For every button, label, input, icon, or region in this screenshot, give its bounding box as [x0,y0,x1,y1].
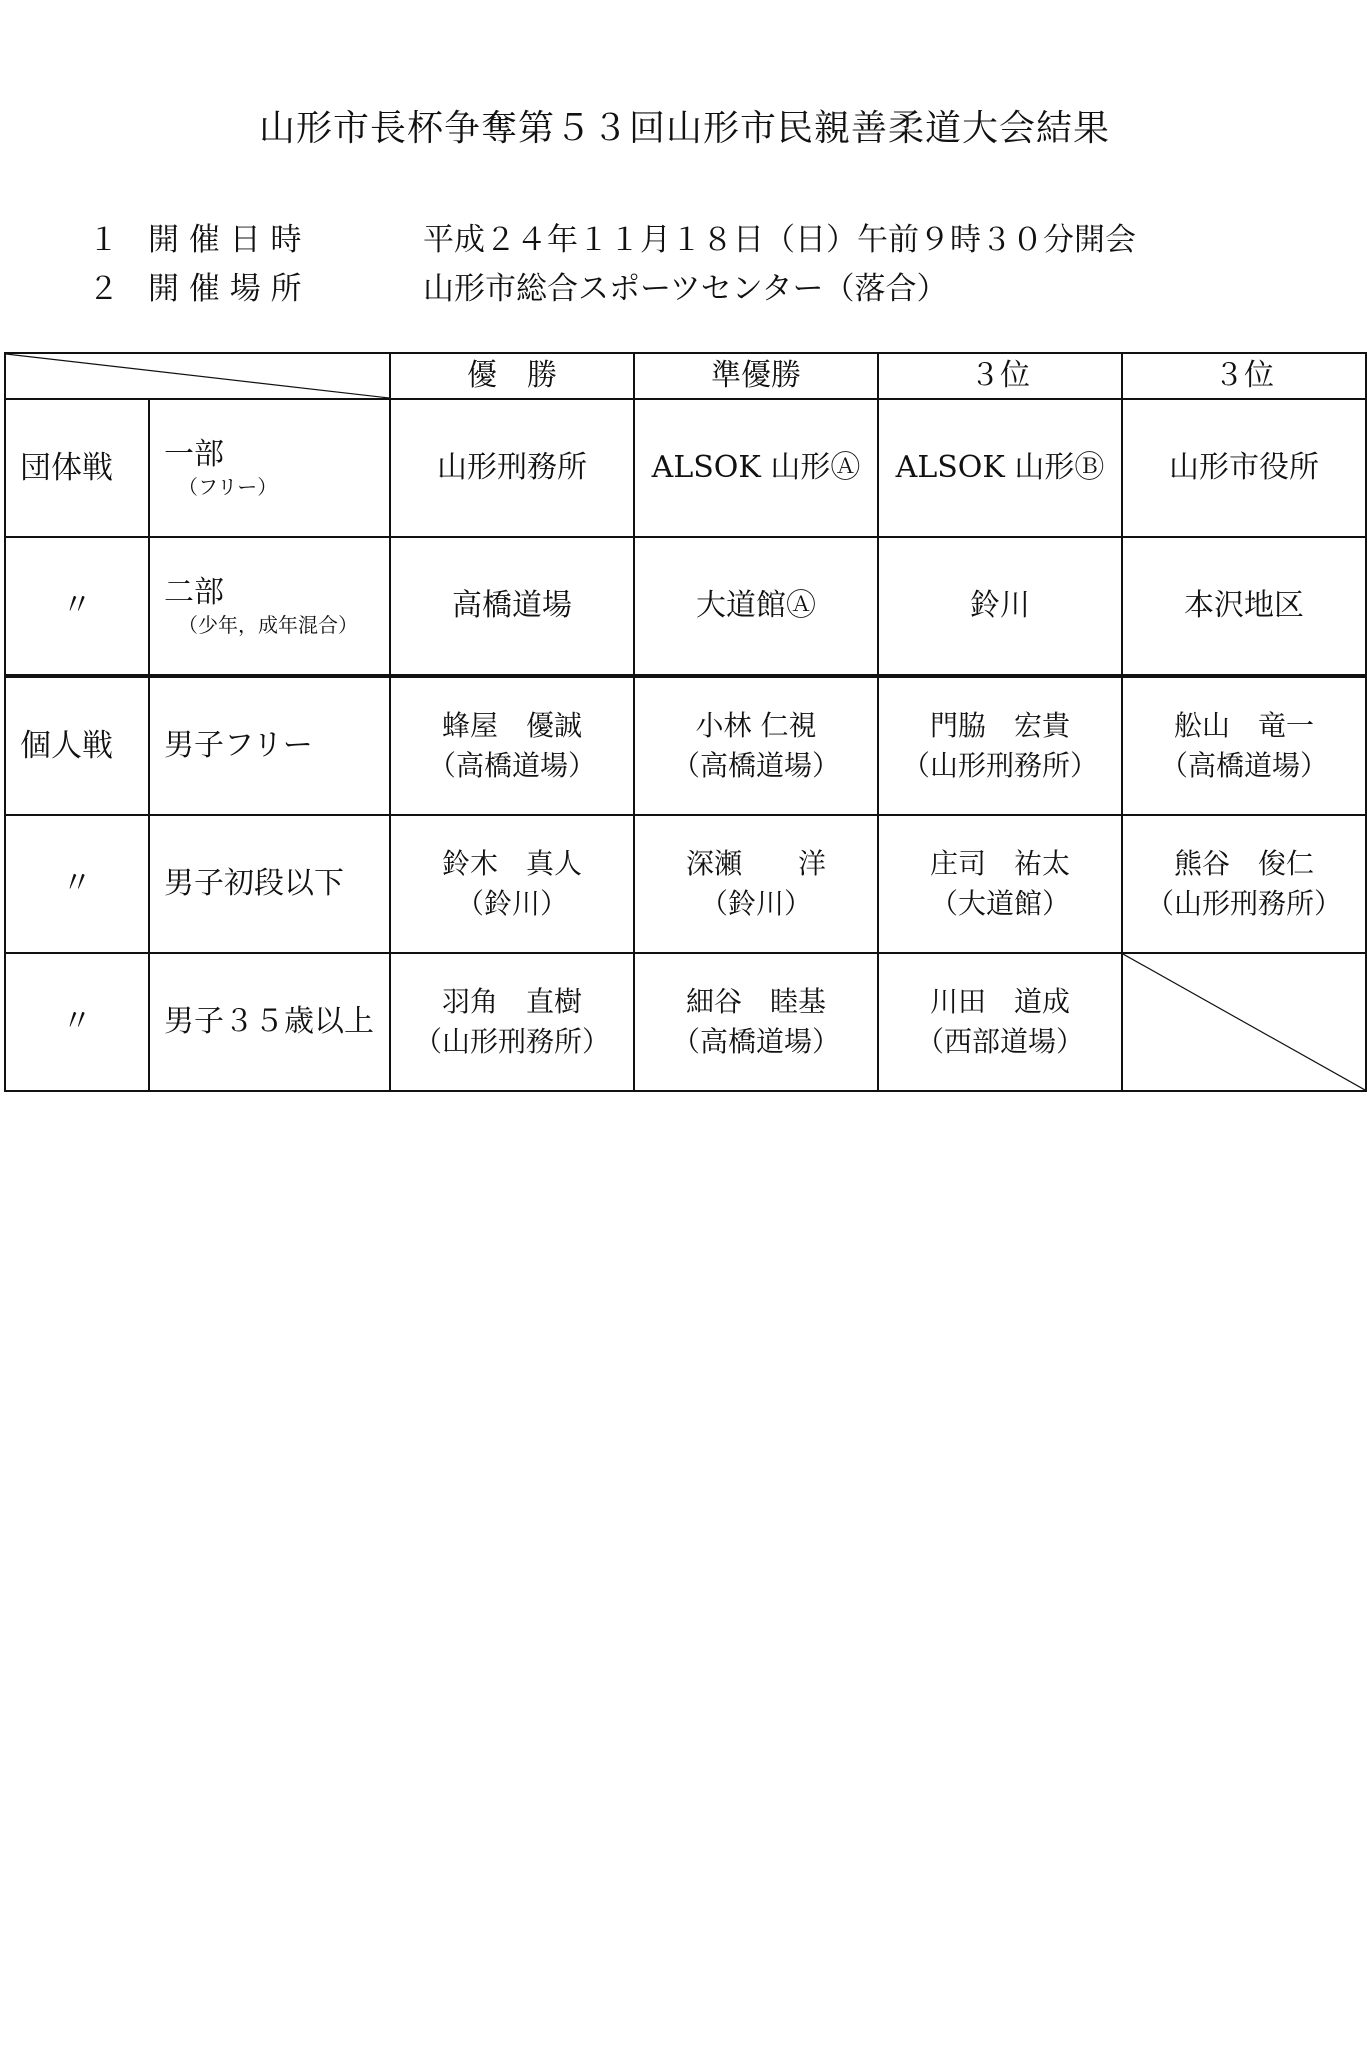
athlete-name: 鈴木 真人 [441,847,582,880]
division-name: 男子フリー [164,728,313,763]
athlete-name: 庄司 祐太 [929,847,1070,880]
empty-diagonal-cell [1122,953,1366,1091]
category-team: 団体戦 [5,399,149,537]
athlete-club: （山形刑務所） [901,749,1098,782]
result-cell [634,676,878,815]
result-cell: 高橋道場 [390,537,634,676]
division-note: （フリー） [178,475,278,499]
header-third-place: ３位 [1122,353,1366,399]
result-cell [1122,676,1366,815]
division-name: 二部 [164,575,224,610]
diagonal-line [1123,954,1365,1090]
info-label: 開 催 場 所 [148,271,302,307]
athlete-club: （高橋道場） [427,749,596,782]
athlete-name: 小林 仁視 [695,709,817,742]
diagonal-line [6,354,389,398]
ditto-mark: 〃 [5,953,149,1091]
athlete-club: （鈴川） [699,887,812,920]
table-row [5,676,1366,815]
result-cell [878,815,1122,953]
result-cell [1122,815,1366,953]
header-champion: 優 勝 [390,353,634,399]
athlete-name: 細谷 睦基 [685,985,826,1018]
athlete-name: 川田 道成 [929,985,1070,1018]
info-label: 開 催 日 時 [148,222,302,258]
header-third-place: ３位 [878,353,1122,399]
athlete-club: （鈴川） [455,887,568,920]
result-cell [634,815,878,953]
result-cell [878,953,1122,1091]
info-number: １ [88,222,119,258]
table-row [5,399,1366,537]
page-title: 山形市長杯争奪第５３回山形市民親善柔道大会結果 [258,108,1110,149]
result-cell: 大道館Ⓐ [634,537,878,676]
division-cell [149,953,390,1091]
ditto-mark: 〃 [5,537,149,676]
table-header-row [5,353,1366,399]
division-note: （少年，成年混合） [178,613,358,637]
result-cell: 本沢地区 [1122,537,1366,676]
result-cell: ALSOK 山形Ⓑ [878,399,1122,537]
table-row [5,815,1366,953]
athlete-name: 門脇 宏貴 [929,709,1070,742]
table-row [5,537,1366,676]
athlete-club: （西部道場） [915,1025,1084,1058]
results-table [4,352,1367,1092]
athlete-club: （山形刑務所） [1145,887,1342,920]
athlete-club: （山形刑務所） [413,1025,610,1058]
division-cell [149,537,390,676]
athlete-club: （高橋道場） [1159,749,1328,782]
division-name: 男子３５歳以上 [164,1004,374,1039]
header-runner-up: 準優勝 [634,353,878,399]
event-venue: 山形市総合スポーツセンター（落合） [423,271,948,307]
athlete-name: 羽角 直樹 [441,985,582,1018]
athlete-club: （大道館） [929,887,1070,920]
result-cell: 山形刑務所 [390,399,634,537]
athlete-name: 熊谷 俊仁 [1173,847,1314,880]
category-individual: 個人戦 [5,676,149,815]
result-cell [390,815,634,953]
division-name: 一部 [164,437,224,472]
athlete-name: 舩山 竜一 [1173,709,1314,742]
result-cell [878,676,1122,815]
result-cell: ALSOK 山形Ⓐ [634,399,878,537]
info-number: ２ [88,271,119,307]
athlete-name: 蜂屋 優誠 [441,709,582,742]
division-cell [149,399,390,537]
ditto-mark: 〃 [5,815,149,953]
result-cell [390,676,634,815]
result-cell [634,953,878,1091]
table-row [5,953,1366,1091]
division-name: 男子初段以下 [164,866,344,901]
athlete-club: （高橋道場） [671,749,840,782]
athlete-club: （高橋道場） [671,1025,840,1058]
corner-diagonal-cell [5,353,390,399]
result-cell [390,953,634,1091]
event-date: 平成２４年１１月１８日（日）午前９時３０分開会 [423,222,1136,258]
athlete-name: 深瀬 洋 [685,847,826,880]
result-cell: 鈴川 [878,537,1122,676]
result-cell: 山形市役所 [1122,399,1366,537]
division-cell [149,676,390,815]
division-cell [149,815,390,953]
